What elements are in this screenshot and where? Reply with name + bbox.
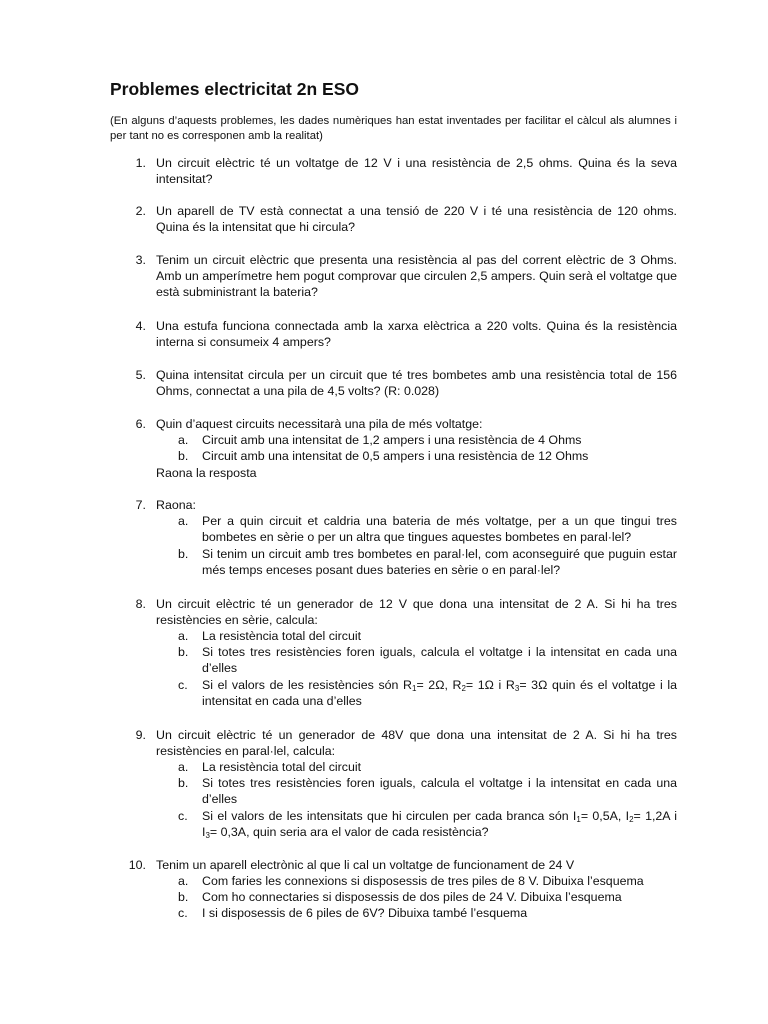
- problem-text: Quina intensitat circula per un circuit que té tres bombetes amb una resistència total de 156 Ohms, connectat a una pila de 4,5 volts? (R: 0.028): [156, 368, 677, 399]
- problem-number: 4.: [135, 319, 146, 333]
- problem-number: 9.: [135, 728, 146, 742]
- item-letter: c.: [178, 678, 188, 692]
- problem-number: 2.: [135, 204, 146, 218]
- item-letter: a.: [178, 874, 189, 888]
- problem-text: Un circuit elèctric té un generador de 48V que dona una intensitat de 2 A. Si hi ha tres resistències en paral·lel, calcula:: [156, 728, 677, 759]
- item-text: Circuit amb una intensitat de 1,2 ampers i una resistència de 4 Ohms: [202, 433, 582, 447]
- item-text-part: = 2Ω, R: [416, 678, 462, 692]
- subscript: 1: [576, 815, 581, 824]
- item-text: Si tenim un circuit amb tres bombetes en paral·lel, com aconseguiré que puguin estar més temps enceses posant dues bateries en sèrie o en paral·lel?: [202, 547, 677, 578]
- subscript: 2: [461, 684, 466, 693]
- problem-number: 5.: [135, 368, 146, 382]
- item-letter: c.: [178, 906, 188, 920]
- subscript: 3: [205, 831, 210, 841]
- item-letter: b.: [178, 449, 189, 463]
- problem-text: Una estufa funciona connectada amb la xarxa elèctrica a 220 volts. Quina és la resistència interna si consumeix 4 ampers?: [156, 319, 677, 350]
- problem-text: Un circuit elèctric té un generador de 12 V que dona una intensitat de 2 A. Si hi ha tres resistències en sèrie, calcula:: [156, 597, 677, 628]
- item-letter: b.: [178, 890, 189, 904]
- item-text: Com ho connectaries si disposessis de dos piles de 24 V. Dibuixa l’esquema: [202, 890, 622, 904]
- problem-text: Tenim un circuit elèctric que presenta una resistència al pas del corrent elèctric de 3 Ohms. Amb un amperímetre hem pogut comprovar que circulen 2,5 ampers. Quin serà el voltatge que està subministrant la bateria?: [156, 253, 677, 300]
- problem-footnote: Raona la resposta: [156, 466, 257, 480]
- item-text-part: = 1Ω i R: [465, 678, 515, 692]
- page-title: Problemes electricitat 2n ESO: [110, 79, 359, 99]
- problem-number: 6.: [135, 417, 146, 431]
- item-letter: b.: [178, 547, 189, 561]
- item-text-part: = 1,2A: [633, 809, 670, 823]
- problem-text: Un circuit elèctric té un voltatge de 12 V i una resistència de 2,5 ohms. Quina és la seva intensitat?: [156, 156, 677, 187]
- item-letter: a.: [178, 629, 189, 643]
- subscript: 1: [412, 684, 417, 693]
- item-text-part: i I: [202, 809, 677, 840]
- problem-number: 10.: [128, 858, 146, 872]
- problem-number: 3.: [135, 253, 146, 267]
- item-letter: a.: [178, 760, 189, 774]
- item-text-part: Si el valors de les intensitats que hi circulen per cada branca són I: [202, 809, 577, 823]
- subscript: 3: [514, 684, 520, 693]
- problem-text: Quin d’aquest circuits necessitarà una pila de més voltatge:: [156, 417, 483, 431]
- item-text-part: Si el valors de les resistències són R: [202, 678, 412, 692]
- item-letter: a.: [178, 433, 189, 447]
- problem-number: 8.: [135, 597, 146, 611]
- item-text-part: intensitat en cada una d’elles: [202, 694, 362, 709]
- problem-number: 1.: [135, 156, 146, 170]
- subscript: 2: [629, 815, 634, 824]
- item-letter: c.: [178, 809, 188, 823]
- intro-note: (En alguns d’aquests problemes, les dades numèriques han estat inventades per facilitar el càlcul als alumnes i per tant no es corresponen amb la realitat): [110, 115, 677, 142]
- item-text: Circuit amb una intensitat de 0,5 ampers i una resistència de 12 Ohms: [202, 449, 589, 463]
- item-text: I si disposessis de 6 piles de 6V? Dibuixa també l’esquema: [202, 906, 528, 920]
- item-letter: b.: [178, 645, 189, 659]
- item-text: Si totes tres resistències foren iguals, calcula el voltatge i la intensitat en cada una d’elles: [202, 776, 677, 807]
- item-text: Si totes tres resistències foren iguals, calcula el voltatge i la intensitat en cada una d’elles: [202, 645, 677, 676]
- item-text: [202, 677, 677, 709]
- item-text-part: = 0,3A, quin seria ara el valor de cada resistència?: [209, 825, 489, 840]
- item-text-part: = 0,5A, I: [580, 809, 630, 823]
- item-letter: b.: [178, 776, 189, 790]
- item-text: La resistència total del circuit: [202, 760, 362, 774]
- item-text: La resistència total del circuit: [202, 629, 362, 643]
- problem-text: Un aparell de TV està connectat a una tensió de 220 V i té una resistència de 120 ohms. Quina és la intensitat que hi circula?: [156, 204, 677, 235]
- problem-number: 7.: [135, 498, 146, 512]
- item-text-part: = 3Ω quin és el voltatge i la: [519, 678, 677, 692]
- item-text: [202, 808, 677, 840]
- item-text: Com faries les connexions si disposessis de tres piles de 8 V. Dibuixa l’esquema: [202, 874, 644, 888]
- problem-text: Raona:: [156, 498, 196, 512]
- item-text: Per a quin circuit et caldria una bateria de més voltatge, per a un que tingui tres bombetes en sèrie o per un altra que tingues aquestes bombetes en paral·lel?: [202, 514, 677, 545]
- problem-text: Tenim un aparell electrònic al que li cal un voltatge de funcionament de 24 V: [156, 858, 575, 872]
- item-letter: a.: [178, 514, 189, 528]
